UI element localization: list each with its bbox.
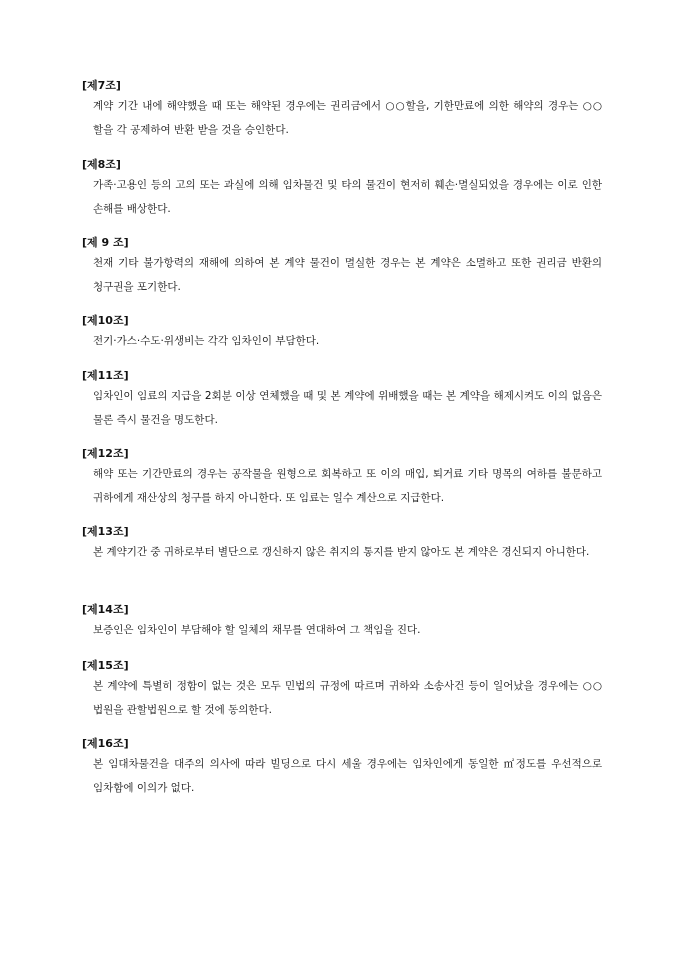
article-heading: [제16조]	[82, 737, 129, 750]
article-text: 가족·고용인 등의 고의 또는 과실에 의해 임차물건 및 타의 물건이 현저히 훼손·멸실되었을 경우에는 이로 인한 손해를 배상한다.	[93, 179, 602, 215]
article-heading: [제11조]	[82, 369, 129, 382]
article-12	[82, 446, 602, 510]
article-heading: [제14조]	[82, 603, 129, 616]
article-7	[82, 78, 602, 142]
article-15	[82, 658, 602, 722]
article-13	[82, 524, 602, 564]
article-heading: [제15조]	[82, 659, 129, 672]
article-14	[82, 602, 602, 642]
article-text: 전기·가스·수도·위생비는 각각 임차인이 부담한다.	[93, 335, 320, 347]
article-text: 본 계약에 특별히 정함이 없는 것은 모두 민법의 규정에 따르며 귀하와 소송사건 등이 일어났을 경우에는 ○○법원을 관할법원으로 할 것에 동의한다.	[93, 680, 602, 716]
article-10	[82, 313, 602, 353]
article-text: 보증인은 임차인이 부담해야 할 일체의 채무를 연대하여 그 책임을 진다.	[93, 624, 421, 636]
article-heading: [제10조]	[82, 314, 129, 327]
article-16	[82, 736, 602, 800]
article-11	[82, 368, 602, 432]
article-heading: [제12조]	[82, 447, 129, 460]
article-heading: [제7조]	[82, 79, 121, 92]
article-text: 천재 기타 불가항력의 재해에 의하여 본 계약 물건이 멸실한 경우는 본 계약은 소멸하고 또한 권리금 반환의 청구권을 포기한다.	[93, 257, 602, 293]
article-text: 해약 또는 기간만료의 경우는 공작물을 원형으로 회복하고 또 이의 매입, 퇴거료 기타 명목의 여하를 불문하고 귀하에게 재산상의 청구를 하지 아니한다. 또 임료는 일수 계산으로 지급한다.	[93, 468, 602, 504]
article-text: 계약 기간 내에 해약했을 때 또는 해약된 경우에는 권리금에서 ○○할을, 기한만료에 의한 해약의 경우는 ○○할을 각 공제하여 반환 받을 것을 승인한다.	[93, 100, 602, 136]
article-text: 임차인이 임료의 지급을 2회분 이상 연체했을 때 및 본 계약에 위배했을 때는 본 계약을 해제시켜도 이의 없음은 물론 즉시 물건을 명도한다.	[93, 390, 602, 426]
article-heading: [제8조]	[82, 158, 121, 171]
article-heading: [제 9 조]	[82, 236, 129, 249]
article-9	[82, 235, 602, 299]
article-heading: [제13조]	[82, 525, 129, 538]
article-text: 본 임대차물건을 대주의 의사에 따라 빌딩으로 다시 세울 경우에는 임차인에게 동일한 ㎡정도를 우선적으로 임차함에 이의가 없다.	[93, 758, 602, 794]
article-text: 본 계약기간 중 귀하로부터 별단으로 갱신하지 않은 취지의 통지를 받지 않아도 본 계약은 경신되지 아니한다.	[93, 546, 590, 558]
article-8	[82, 157, 602, 221]
